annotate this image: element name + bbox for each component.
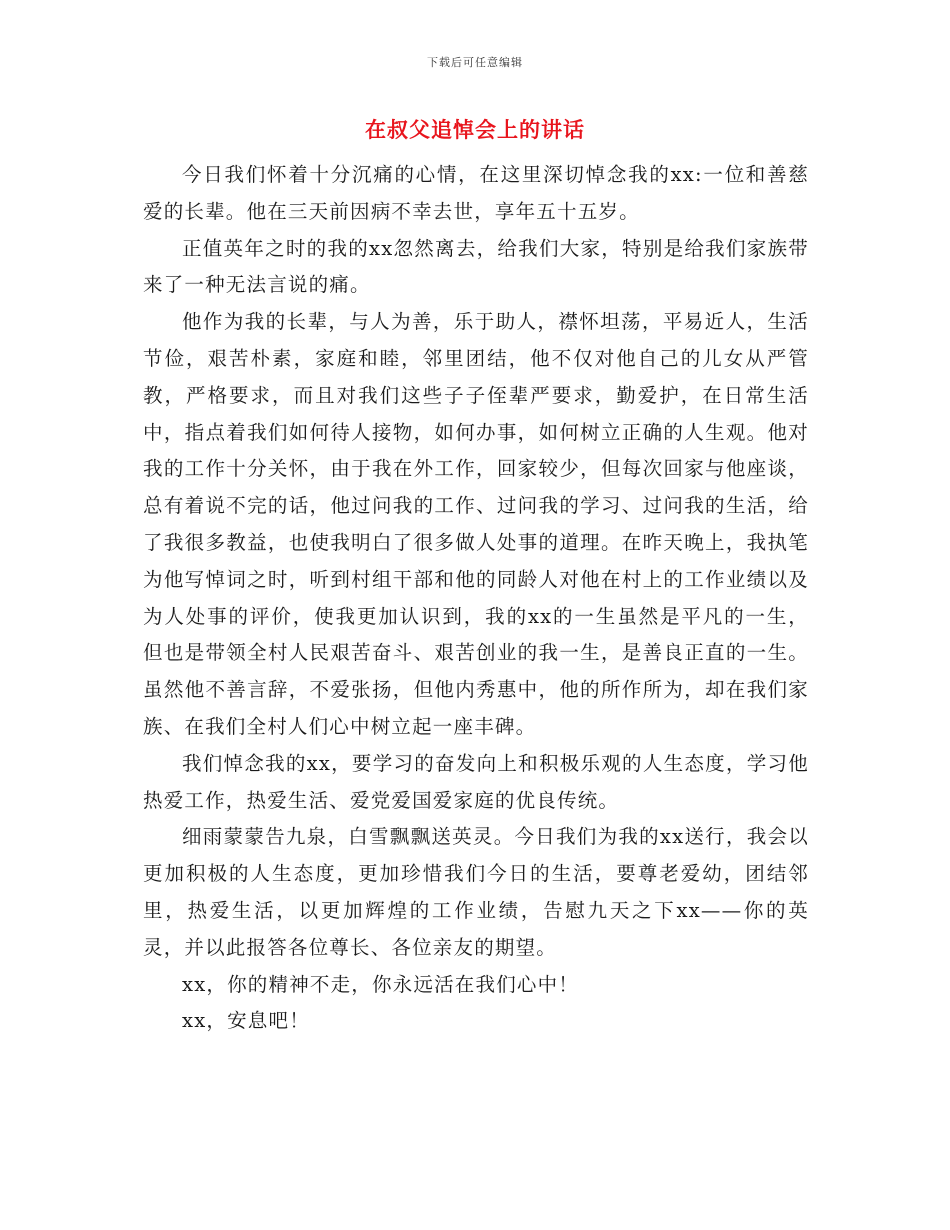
paragraph-1: 今日我们怀着十分沉痛的心情，在这里深切悼念我的xx:一位和善慈爱的长辈。他在三天前因病不幸去世，享年五十五岁。 [143,163,809,223]
paragraph-4: 我们悼念我的xx，要学习的奋发向上和积极乐观的人生态度，学习他热爱工作，热爱生活、爱党爱国爱家庭的优良传统。 [143,751,809,812]
document-body [143,157,809,1040]
document-title: 在叔父追悼会上的讲话 [365,118,585,142]
header-note: 下载后可任意编辑 [427,56,523,69]
paragraph-3: 他作为我的长辈，与人为善，乐于助人，襟怀坦荡，平易近人，生活节俭，艰苦朴素，家庭和睦，邻里团结，他不仅对他自己的儿女从严管教，严格要求，而且对我们这些子子侄辈严要求，勤爱护，在日常生活中，指点着我们如何待人接物，如何办事，如何树立正确的人生观。他对我的工作十分关怀，由于我在外工作，回家较少，但每次回家与他座谈，总有着说不完的话，他过问我的工作、过问我的学习、过问我的生活，给了我很多教益，也使我明白了很多做人处事的道理。在昨天晚上，我执笔为他写悼词之时，听到村组干部和他的同龄人对他在村上的工作业绩以及为人处事的评价，使我更加认识到，我的xx的一生虽然是平凡的一生，但也是带领全村人民艰苦奋斗、艰苦创业的我一生，是善良正直的一生。虽然他不善言辞，不爱张扬，但他内秀惠中，他的所作所为，却在我们家族、在我们全村人们心中树立起一座丰碑。 [143,310,809,738]
paragraph-2: 正值英年之时的我的xx忽然离去，给我们大家，特别是给我们家族带来了一种无法言说的痛。 [143,236,809,297]
paragraph-6: xx，你的精神不走，你永远活在我们心中！ [182,972,579,996]
paragraph-7: xx，安息吧！ [182,1009,310,1033]
paragraph-5: 细雨蒙蒙告九泉，白雪飘飘送英灵。今日我们为我的xx送行，我会以更加积极的人生态度，更加珍惜我们今日的生活，要尊老爱幼，团结邻里，热爱生活，以更加辉煌的工作业绩，告慰九天之下xx——你的英灵，并以此报答各位尊长、各位亲友的期望。 [143,825,809,959]
